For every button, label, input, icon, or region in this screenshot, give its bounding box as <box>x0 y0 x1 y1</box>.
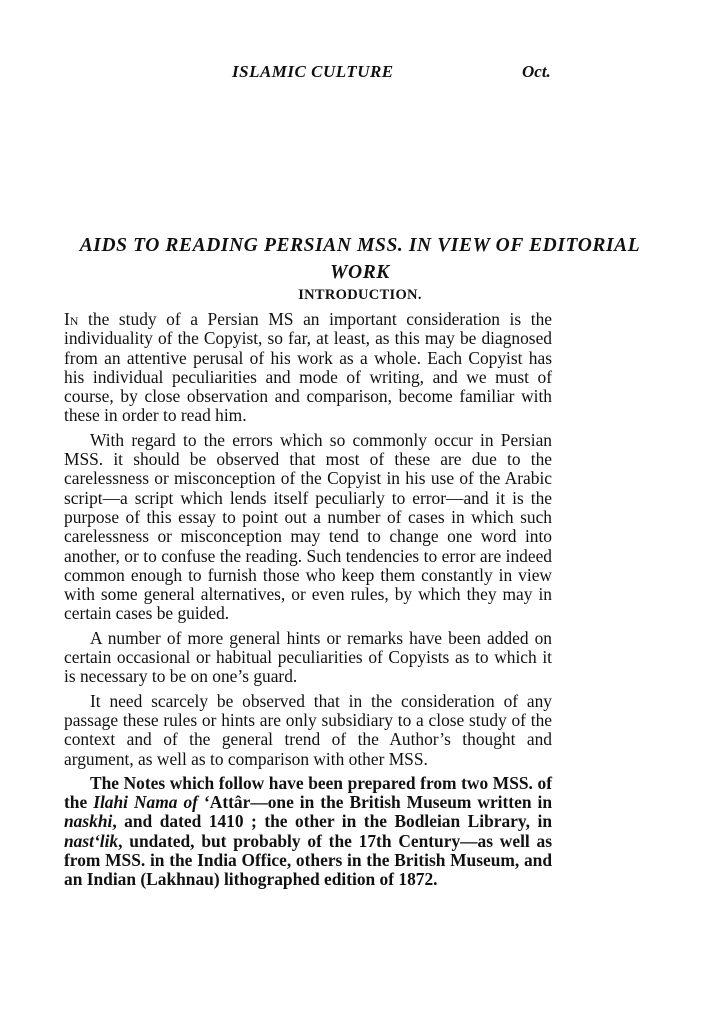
paragraph-1 <box>64 310 552 426</box>
section-heading: INTRODUCTION. <box>298 287 422 303</box>
article-body <box>64 310 552 895</box>
journal-title: ISLAMIC CULTURE <box>232 62 394 81</box>
p5-text-5: , undated, but probably of the 17th Century—as well as from MSS. in the India Office, others in the British Museum, and an Indian (Lakhnau) lithographed edition of 1872. <box>64 830 552 890</box>
paragraph-5 <box>64 774 552 890</box>
p5-italic-title: Ilahi Nama <box>93 792 178 813</box>
paragraph-2: With regard to the errors which so commonly occur in Persian MSS. it should be observed that most of these are due to the carelessness or misconception of the Copyist in his use of the Arabic script—a script which lends itself peculiarly to error—and it is the purpose of this essay to point out a number of cases in which such carelessness or misconception may tend to change one word into another, or to confuse the reading. Such tendencies to error are indeed common enough to furnish those who keep them constantly in view with some general alternatives, or even rules, by which they may in certain cases be guided. <box>64 429 552 624</box>
issue-month: Oct. <box>522 62 551 81</box>
paragraph-4: It need scarcely be observed that in the consideration of any passage these rules or hints are only subsidiary to a close study of the context and of the general trend of the Author’s thought and argument, as well as to comparison with other MSS. <box>64 690 552 769</box>
paragraph-3: A number of more general hints or remarks have been added on certain occasional or habitual peculiarities of Copyists as to which it is necessary to be on one’s guard. <box>64 627 552 687</box>
paragraph-1-text: the study of a Persian MS an important consideration is the individuality of the Copyist, so far, at least, as this may be diagnosed from an attentive perusal of his work as a whole. Each Copyist has his individual peculiarities and mode of writing, and we must of course, by close observation and comparison, become familiar with these in order to read him. <box>64 309 552 426</box>
p5-text-3: ‘Attâr—one in the British Museum written in <box>197 792 552 813</box>
p5-italic-of: of <box>183 792 198 813</box>
running-head <box>0 62 720 86</box>
p5-text-4: , and dated 1410 ; the other in the Bodleian Library, in <box>112 811 552 832</box>
p5-text-1: The Notes which follow have been prepared from two MSS. of the <box>64 772 552 813</box>
article-title: AIDS TO READING PERSIAN MSS. IN VIEW OF EDITORIAL WORK <box>79 235 641 283</box>
p5-italic-naskhi: naskhi <box>64 811 113 832</box>
paragraph-opening-word: In <box>64 309 79 329</box>
p5-italic-nastlik: nast‘lik <box>64 830 119 851</box>
